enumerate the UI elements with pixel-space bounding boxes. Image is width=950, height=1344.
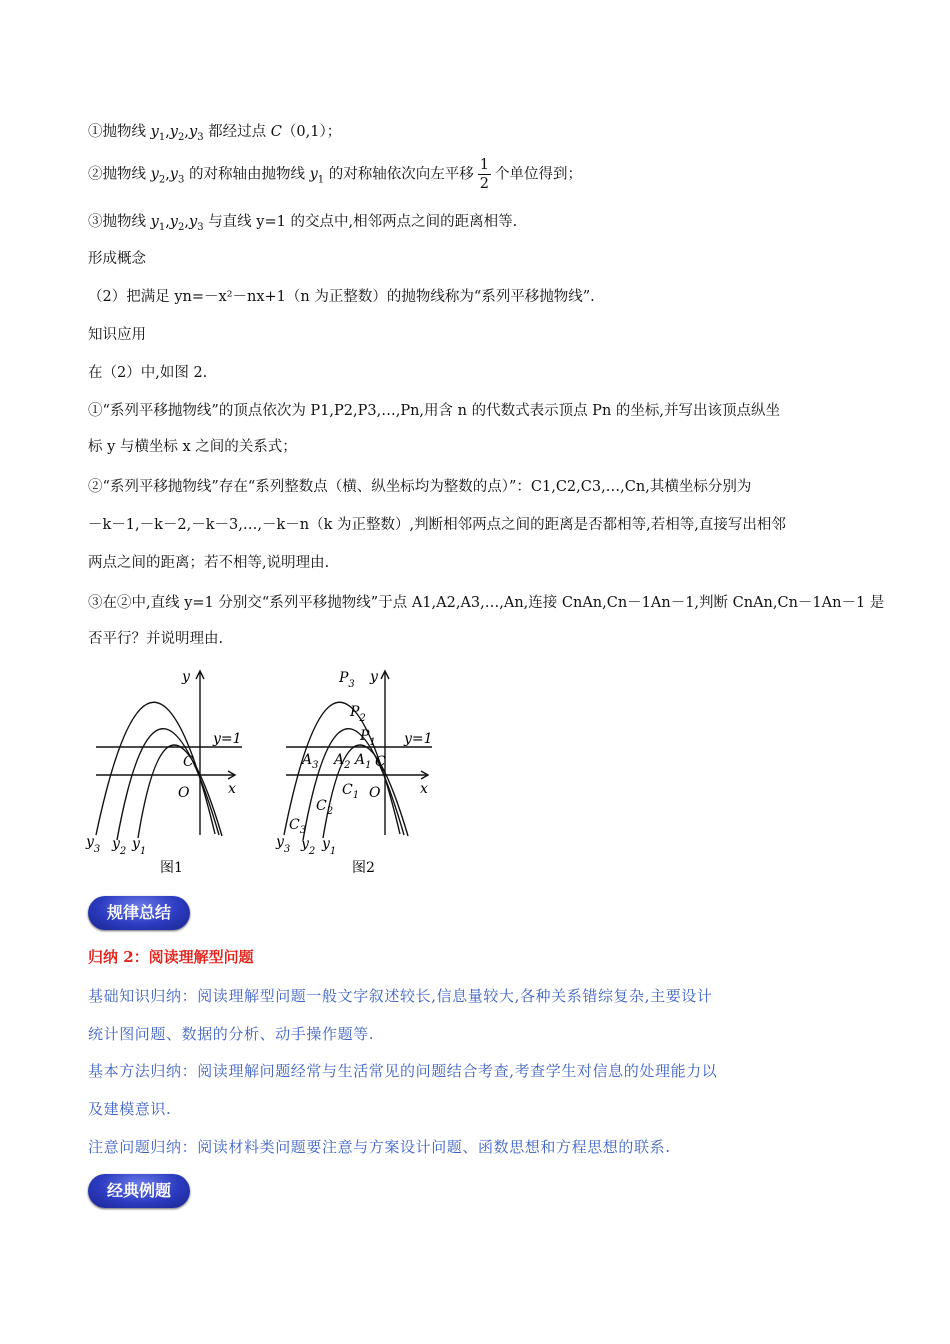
fig1-parabola-y3 <box>96 702 215 835</box>
fig1-caption: 图1 <box>160 860 183 876</box>
fig2-y-label: y <box>370 669 378 685</box>
apply-intro: 在（2）中,如图 2. <box>88 365 208 381</box>
fig2-a1-label: $A_1$ <box>355 752 372 771</box>
question-2-line-1: ②“系列平移抛物线”存在“系列整数点（横、纵坐标均为整数的点）”：C1,C2,C3,…,Cn,其横坐标分别为 <box>88 479 752 495</box>
fig2-p1-label: $P_1$ <box>360 728 376 748</box>
condition-1: ①抛物线 $y_1,y_2,y_3$ 都经过点 C（0,1）； <box>88 124 342 143</box>
fig1-y-label: y <box>182 669 190 685</box>
fig2-line-label: y=1 <box>404 731 433 747</box>
fig2-origin-label: O <box>369 785 381 801</box>
fig2-caption: 图2 <box>352 860 375 876</box>
fig2-label-y1: $y_1$ <box>322 836 337 857</box>
fig2-p3-label: $P_3$ <box>339 670 355 690</box>
question-2-line-3: 两点之间的距离；若不相等,说明理由. <box>88 555 330 571</box>
summary-heading: 归纳 2：阅读理解型问题 <box>88 948 254 966</box>
fig2-point-c-label: C <box>375 754 386 770</box>
fig2-parabola-y2 <box>303 729 404 840</box>
fig1-origin-label: O <box>178 785 190 801</box>
concept-heading: 形成概念 <box>88 251 146 267</box>
fig1-x-label: x <box>228 781 236 797</box>
concept-text: （2）把满足 yn=－x²－nx+1（n 为正整数）的抛物线称为“系列平移抛物线”. <box>88 289 595 305</box>
basic-method-line-1: 基本方法归纳：阅读理解问题经常与生活常见的问题结合考查,考查学生对信息的处理能力以 <box>88 1062 718 1080</box>
basic-knowledge-line-2: 统计图问题、数据的分析、动手操作题等. <box>88 1025 375 1043</box>
question-2-line-2: －k－1,－k－2,－k－3,…,－k－n（k 为正整数）,判断相邻两点之间的距离是否都相等,若相等,直接写出相邻 <box>88 517 786 533</box>
figure-1 <box>82 660 252 880</box>
question-3-line-1: ③在②中,直线 y=1 分别交“系列平移抛物线”于点 A1,A2,A3,…,An,连接 CnAn,Cn－1An－1,判断 CnAn,Cn－1An－1 是 <box>88 595 885 611</box>
fig2-x-label: x <box>420 781 428 797</box>
fig2-label-y3: $y_3$ <box>276 834 291 855</box>
fig1-line-label: y=1 <box>213 731 242 747</box>
summary-badge: 规律总结 <box>88 896 190 930</box>
fig2-a2-label: $A_2$ <box>334 752 351 771</box>
fig2-a3-label: $A_3$ <box>302 752 319 771</box>
basic-knowledge-line-1: 基础知识归纳：阅读理解型问题一般文字叙述较长,信息量较大,各种关系错综复杂,主要设计 <box>88 987 713 1005</box>
fraction-one-half: $\frac{1}{2}$ <box>479 157 490 192</box>
fig2-label-y2: $y_2$ <box>301 836 316 857</box>
fig2-c2-label: $C_2$ <box>316 798 334 817</box>
question-3-line-2: 否平行？并说明理由. <box>88 631 224 647</box>
basic-method-line-2: 及建模意识. <box>88 1100 172 1118</box>
fig2-p2-label: $P_2$ <box>350 704 366 724</box>
apply-heading: 知识应用 <box>88 327 146 343</box>
condition-3: ③抛物线 $y_1,y_2,y_3$ 与直线 y=1 的交点中,相邻两点之间的距离相等. <box>88 214 518 233</box>
fig1-point-c-label: C <box>183 754 194 770</box>
note-line-1: 注意问题归纳：阅读材料类问题要注意与方案设计问题、函数思想和方程思想的联系. <box>88 1138 671 1156</box>
fig1-label-y2: $y_2$ <box>112 836 127 857</box>
figure-2 <box>272 660 447 880</box>
fig2-c1-label: $C_1$ <box>342 782 360 801</box>
question-1-line-1: ①“系列平移抛物线”的顶点依次为 P1,P2,P3,…,Pn,用含 n 的代数式表示顶点 Pn 的坐标,并写出该顶点纵坐 <box>88 403 780 419</box>
fig1-label-y3: $y_3$ <box>86 834 101 855</box>
fig2-c3-label: $C_3$ <box>289 817 307 836</box>
condition-2: ②抛物线 $y_2,y_3$ 的对称轴由抛物线 $y_1$ 的对称轴依次向左平移 $\frac{1}{2}$ 个单位得到； <box>88 157 583 192</box>
fig1-label-y1: $y_1$ <box>132 836 147 857</box>
classic-examples-badge: 经典例题 <box>88 1174 190 1208</box>
question-1-line-2: 标 y 与横坐标 x 之间的关系式； <box>88 439 297 455</box>
